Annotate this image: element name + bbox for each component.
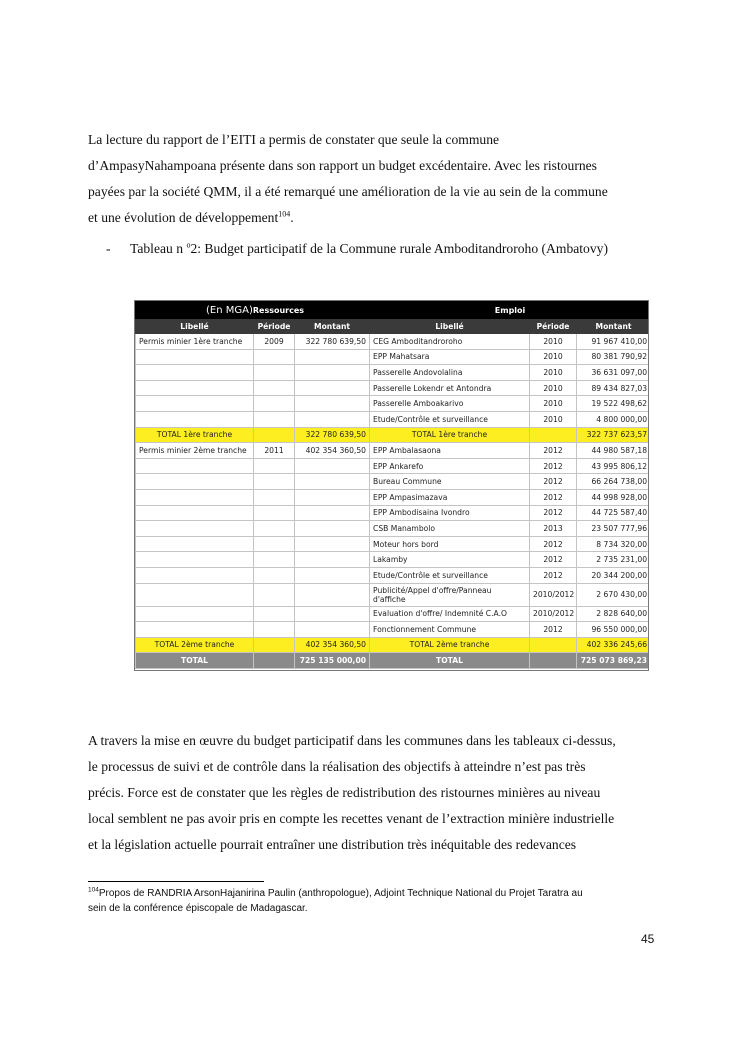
table-cell: 2012 <box>530 552 577 568</box>
table-cell: 44 998 928,00 <box>577 489 649 505</box>
column-header: Montant <box>577 319 649 334</box>
table-cell: 20 344 200,00 <box>577 567 649 583</box>
table-cell: 2012 <box>530 567 577 583</box>
table-row <box>136 334 650 350</box>
table-cell: 2 828 640,00 <box>577 606 649 622</box>
paragraph-line: et la législation actuelle pourrait entraîner une distribution très inéquitable des redevances <box>88 837 577 852</box>
table-cell <box>136 411 254 427</box>
table-cell <box>254 380 295 396</box>
table-cell <box>254 637 295 653</box>
table-cell: 2012 <box>530 622 577 638</box>
table-cell <box>295 396 370 412</box>
column-header: Période <box>530 319 577 334</box>
table-cell: Fonctionnement Commune <box>370 622 530 638</box>
paragraph-line-text: et une évolution de développement <box>88 210 279 225</box>
table-cell: Etude/Contrôle et surveillance <box>370 411 530 427</box>
paragraph-line: d’AmpasyNahampoana présente dans son rapport un budget excédentaire. Avec les ristournes <box>88 158 597 173</box>
table-body <box>136 334 650 669</box>
table-row <box>136 458 650 474</box>
table-row <box>136 505 650 521</box>
table-cell: 2011 <box>254 443 295 459</box>
table-cell: Passerelle Lokendr et Antondra <box>370 380 530 396</box>
table-cell <box>295 583 370 606</box>
caption-prefix: Tableau n <box>130 241 184 256</box>
table-cell: 402 354 360,50 <box>295 443 370 459</box>
table-cell <box>254 536 295 552</box>
table-cell <box>254 458 295 474</box>
table-cell: 322 737 623,57 <box>577 427 649 443</box>
table-cell: 91 967 410,00 <box>577 334 649 350</box>
table-cell: 96 550 000,00 <box>577 622 649 638</box>
table-cell <box>254 474 295 490</box>
table-cell: 2012 <box>530 443 577 459</box>
footnote-line <box>88 886 658 901</box>
table-cell <box>295 622 370 638</box>
table-cell: Permis minier 2ème tranche <box>136 443 254 459</box>
paragraph-line: A travers la mise en œuvre du budget participatif dans les communes dans les tableaux ci-dessus, <box>88 733 616 748</box>
table-row <box>136 637 650 653</box>
intro-paragraph <box>88 127 658 231</box>
table-cell <box>254 427 295 443</box>
table-cell <box>254 521 295 537</box>
table-cell <box>530 427 577 443</box>
table-cell: TOTAL <box>370 653 530 669</box>
caption-text: 2: Budget participatif de la Commune rurale Amboditandroroho (Ambatovy) <box>190 241 608 256</box>
list-dash: - <box>106 241 111 256</box>
analysis-paragraph <box>88 728 658 858</box>
table-cell: 2010/2012 <box>530 606 577 622</box>
table-row <box>136 411 650 427</box>
table-cell <box>136 396 254 412</box>
table-cell: 2012 <box>530 474 577 490</box>
page-number: 45 <box>641 932 655 946</box>
table-row <box>136 521 650 537</box>
table-row <box>136 443 650 459</box>
footnote-line: sein de la conférence épiscopale de Madagascar. <box>88 903 308 914</box>
table-cell <box>136 606 254 622</box>
table-cell <box>136 505 254 521</box>
table-cell <box>295 411 370 427</box>
table-row <box>136 349 650 365</box>
table-cell <box>136 474 254 490</box>
table-cell <box>254 349 295 365</box>
table-cell <box>295 349 370 365</box>
table-cell: CEG Amboditandroroho <box>370 334 530 350</box>
table-row <box>136 606 650 622</box>
table-cell <box>254 489 295 505</box>
table-cell <box>136 489 254 505</box>
table-cell: 66 264 738,00 <box>577 474 649 490</box>
table-cell: 8 734 320,00 <box>577 536 649 552</box>
footnote-divider <box>88 881 264 882</box>
table-cell: Passerelle Andovolalina <box>370 365 530 381</box>
paragraph-line: le processus de suivi et de contrôle dans la réalisation des objectifs à atteindre n’est pas très <box>88 759 586 774</box>
table-cell: TOTAL 2ème tranche <box>136 637 254 653</box>
table-cell <box>295 552 370 568</box>
table-cell: 19 522 498,62 <box>577 396 649 412</box>
table-cell: 402 354 360,50 <box>295 637 370 653</box>
column-header: Libellé <box>370 319 530 334</box>
table-cell <box>295 536 370 552</box>
table-cell: Passerelle Amboakarivo <box>370 396 530 412</box>
table-cell <box>295 458 370 474</box>
table-cell <box>295 567 370 583</box>
sentence-end: . <box>290 210 294 225</box>
table-cell: EPP Ampasimazava <box>370 489 530 505</box>
table-cell: 2010 <box>530 349 577 365</box>
table-cell <box>136 536 254 552</box>
paragraph-line: local semblent ne pas avoir pris en compte les recettes venant de l’extraction minière industrielle <box>88 811 615 826</box>
table-cell: 2 735 231,00 <box>577 552 649 568</box>
table-row <box>136 536 650 552</box>
table-cell: Bureau Commune <box>370 474 530 490</box>
table-cell <box>254 552 295 568</box>
table-cell: 23 507 777,96 <box>577 521 649 537</box>
table-cell <box>254 606 295 622</box>
table-cell <box>295 606 370 622</box>
table-cell <box>136 583 254 606</box>
table-cell: TOTAL 2ème tranche <box>370 637 530 653</box>
table-cell: 2012 <box>530 458 577 474</box>
table-cell <box>254 653 295 669</box>
table-cell: Permis minier 1ère tranche <box>136 334 254 350</box>
footnote-text: Propos de RANDRIA ArsonHajanirina Paulin (anthropologue), Adjoint Technique National du Projet Taratra au <box>98 888 583 899</box>
table-cell <box>530 653 577 669</box>
table-cell: 2010 <box>530 396 577 412</box>
paragraph-line: La lecture du rapport de l’EITI a permis de constater que seule la commune <box>88 132 500 147</box>
table-row <box>136 567 650 583</box>
table-cell: CSB Manambolo <box>370 521 530 537</box>
table-cell <box>136 349 254 365</box>
table-cell: 2010 <box>530 380 577 396</box>
table-cell <box>136 365 254 381</box>
caption-degree-mark: o <box>186 240 191 250</box>
table-row <box>136 489 650 505</box>
table-cell <box>295 521 370 537</box>
table-cell <box>136 458 254 474</box>
table-row <box>136 474 650 490</box>
column-header: Montant <box>295 319 370 334</box>
table-cell: 2010 <box>530 365 577 381</box>
table-cell <box>295 505 370 521</box>
table-cell <box>295 380 370 396</box>
table-cell <box>254 622 295 638</box>
table-row <box>136 653 650 669</box>
table-cell: TOTAL 1ère tranche <box>136 427 254 443</box>
footnote-reference[interactable]: 104 <box>278 209 291 219</box>
table-cell: 322 780 639,50 <box>295 427 370 443</box>
table-cell: 44 725 587,40 <box>577 505 649 521</box>
table-cell <box>530 637 577 653</box>
table-cell: 2 670 430,00 <box>577 583 649 606</box>
table-cell: EPP Mahatsara <box>370 349 530 365</box>
table-cell: 2009 <box>254 334 295 350</box>
table-cell: 2012 <box>530 536 577 552</box>
paragraph-line <box>88 205 658 231</box>
paragraph-line: payées par la société QMM, il a été remarqué une amélioration de la vie au sein de la commune <box>88 184 608 199</box>
table-cell: 36 631 097,00 <box>577 365 649 381</box>
table-row <box>136 583 650 606</box>
table-cell <box>295 365 370 381</box>
table-cell <box>254 583 295 606</box>
table-cell: EPP Ambalasaona <box>370 443 530 459</box>
table-cell: 402 336 245,66 <box>577 637 649 653</box>
table-cell: Etude/Contrôle et surveillance <box>370 567 530 583</box>
table-cell: 43 995 806,12 <box>577 458 649 474</box>
table-cell: 2010 <box>530 334 577 350</box>
table-cell: 2010 <box>530 411 577 427</box>
table-cell <box>254 567 295 583</box>
table-cell: 725 073 869,23 <box>577 653 649 669</box>
footnote-number: 104 <box>88 886 99 894</box>
table-row <box>136 552 650 568</box>
table-cell: 322 780 639,50 <box>295 334 370 350</box>
table-cell <box>295 489 370 505</box>
column-header: Période <box>254 319 295 334</box>
budget-table-grid <box>135 301 649 669</box>
table-cell: Publicité/Appel d'offre/Panneau d'affiche <box>370 583 530 606</box>
table-cell <box>254 411 295 427</box>
table-row <box>136 380 650 396</box>
table-cell: 89 434 827,03 <box>577 380 649 396</box>
table-row <box>136 622 650 638</box>
table-cell <box>254 365 295 381</box>
table-cell: Moteur hors bord <box>370 536 530 552</box>
table-row <box>136 396 650 412</box>
budget-table <box>134 300 649 671</box>
table-cell: 44 980 587,18 <box>577 443 649 459</box>
table-cell <box>295 474 370 490</box>
table-cell: 2010/2012 <box>530 583 577 606</box>
table-row <box>136 365 650 381</box>
table-cell: TOTAL 1ère tranche <box>370 427 530 443</box>
table-cell <box>136 567 254 583</box>
table-column-headers <box>136 319 650 334</box>
footnote <box>88 886 658 916</box>
table-cell <box>136 552 254 568</box>
emploi-header: Emploi <box>370 302 649 319</box>
currency-label: (En MGA) <box>206 304 253 316</box>
table-cell: EPP Ankarefo <box>370 458 530 474</box>
table-cell <box>136 622 254 638</box>
ressources-header <box>136 302 370 319</box>
table-cell: Lakamby <box>370 552 530 568</box>
table-cell <box>136 380 254 396</box>
table-cell: 725 135 000,00 <box>295 653 370 669</box>
table-cell: EPP Ambodisaina Ivondro <box>370 505 530 521</box>
table-group-header <box>136 302 650 319</box>
paragraph-line: précis. Force est de constater que les règles de redistribution des ristournes minières au niveau <box>88 785 601 800</box>
table-cell: 2012 <box>530 489 577 505</box>
table-cell <box>136 521 254 537</box>
table-caption <box>106 241 608 257</box>
column-header: Libellé <box>136 319 254 334</box>
table-cell: 2012 <box>530 505 577 521</box>
table-cell: 80 381 790,92 <box>577 349 649 365</box>
table-cell: Evaluation d'offre/ Indemnité C.A.O <box>370 606 530 622</box>
ressources-label: Ressources <box>252 305 305 315</box>
table-cell: TOTAL <box>136 653 254 669</box>
table-row <box>136 427 650 443</box>
table-cell: 2013 <box>530 521 577 537</box>
table-cell <box>254 505 295 521</box>
table-cell: 4 800 000,00 <box>577 411 649 427</box>
table-cell <box>254 396 295 412</box>
